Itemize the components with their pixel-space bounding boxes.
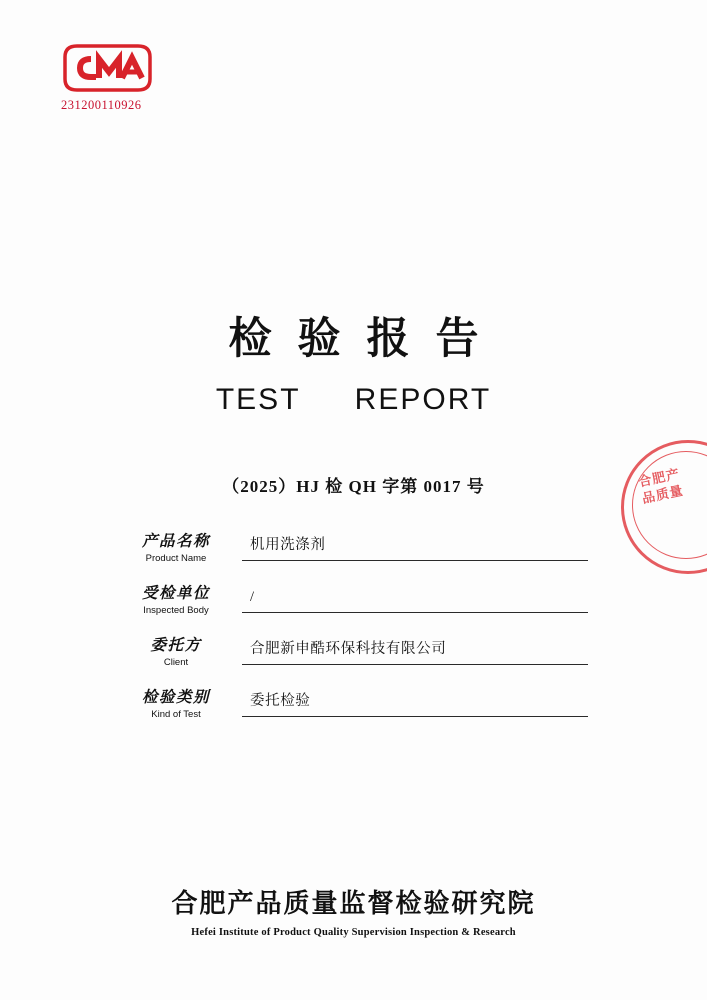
- page-title-english: [0, 383, 707, 417]
- institute-name-english: Hefei Institute of Product Quality Supervision Inspection & Research: [191, 927, 516, 938]
- client-label: [120, 636, 232, 669]
- kind-of-test-label-en: Kind of Test: [151, 709, 201, 720]
- cover-fields: [120, 532, 590, 740]
- product-name-value[interactable]: 机用洗涤剂: [242, 532, 588, 561]
- inspected-body-label-cn: 受检单位: [141, 585, 210, 602]
- inspected-body-value[interactable]: /: [242, 584, 588, 613]
- field-row-inspected-body: [120, 584, 590, 636]
- cma-certificate-number: 231200110926: [61, 98, 142, 112]
- title-english-report: REPORT: [354, 383, 492, 416]
- field-row-kind-of-test: [120, 688, 590, 740]
- title-english-test: TEST: [215, 383, 300, 416]
- page-title-chinese: 检验报告: [228, 316, 505, 363]
- institute-name-chinese: 合肥产品质量监督检验研究院: [171, 889, 536, 918]
- cma-mark: [60, 42, 190, 113]
- inspection-seal: [621, 440, 707, 574]
- field-row-client: [120, 636, 590, 688]
- inspected-body-label-en: Inspected Body: [143, 605, 209, 616]
- seal-text: 合肥产品质量: [637, 465, 685, 507]
- product-name-label: [120, 532, 232, 565]
- inspected-body-label: [120, 584, 232, 617]
- issuing-institute: [0, 883, 707, 938]
- client-value[interactable]: 合肥新申酷环保科技有限公司: [242, 636, 588, 665]
- field-row-product-name: [120, 532, 590, 584]
- kind-of-test-label: [120, 688, 232, 721]
- kind-of-test-label-cn: 检验类别: [141, 689, 210, 706]
- client-label-en: Client: [163, 657, 189, 668]
- client-label-cn: 委托方: [150, 637, 202, 654]
- product-name-label-en: Product Name: [145, 553, 207, 564]
- cma-logo-icon: [60, 42, 155, 94]
- product-name-label-cn: 产品名称: [141, 533, 210, 550]
- kind-of-test-value[interactable]: 委托检验: [242, 688, 588, 717]
- report-number: （2025）HJ 检 QH 字第 0017 号: [222, 477, 485, 496]
